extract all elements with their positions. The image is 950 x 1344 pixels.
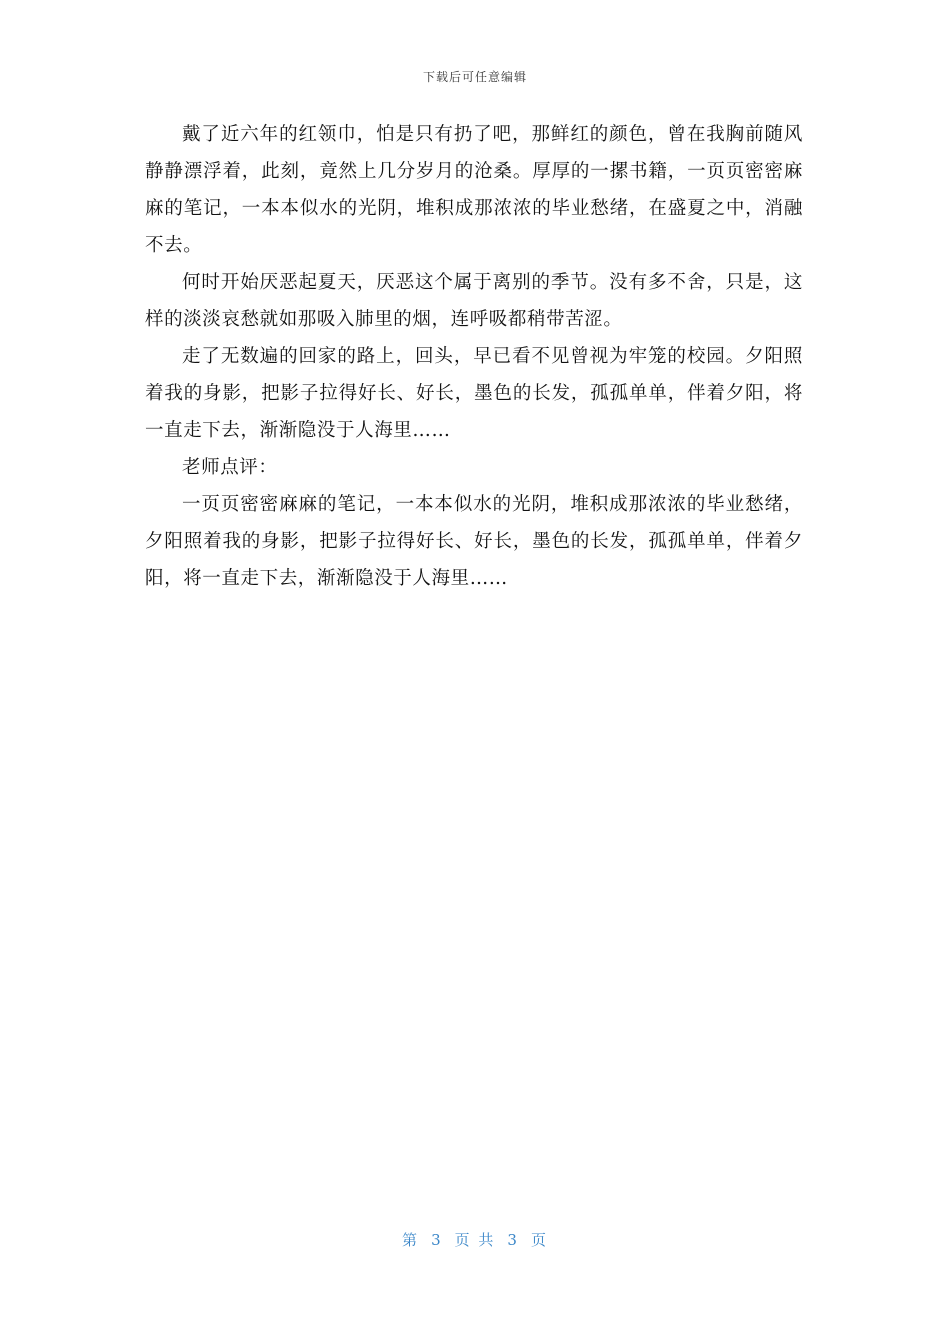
page-footer [0, 1229, 950, 1250]
paragraph-3: 走了无数遍的回家的路上，回头，早已看不见曾视为牢笼的校园。夕阳照着我的身影，把影子拉得好长、好长，墨色的长发，孤孤单单，伴着夕阳，将一直走下去，渐渐隐没于人海里…… [145, 346, 803, 441]
page-header-note: 下载后可任意编辑 [422, 70, 527, 84]
footer-total-pages: 3 [507, 1231, 519, 1249]
footer-suffix: 页 [530, 1231, 548, 1249]
document-body [145, 116, 803, 597]
footer-middle: 页 共 [454, 1231, 496, 1249]
paragraph-2: 何时开始厌恶起夏天，厌恶这个属于离别的季节。没有多不舍，只是，这样的淡淡哀愁就如那吸入肺里的烟，连呼吸都稍带苦涩。 [145, 272, 803, 330]
teacher-comment-text: 一页页密密麻麻的笔记，一本本似水的光阴，堆积成那浓浓的毕业愁绪，夕阳照着我的身影，把影子拉得好长、好长，墨色的长发，孤孤单单，伴着夕阳，将一直走下去，渐渐隐没于人海里…… [145, 494, 803, 589]
footer-prefix: 第 [402, 1231, 420, 1249]
footer-current-page: 3 [431, 1231, 443, 1249]
teacher-comment-heading: 老师点评： [182, 457, 278, 478]
paragraph-1: 戴了近六年的红领巾，怕是只有扔了吧，那鲜红的颜色，曾在我胸前随风静静漂浮着，此刻，竟然上几分岁月的沧桑。厚厚的一摞书籍，一页页密密麻麻的笔记，一本本似水的光阴，堆积成那浓浓的毕业愁绪，在盛夏之中，消融不去。 [145, 124, 803, 256]
